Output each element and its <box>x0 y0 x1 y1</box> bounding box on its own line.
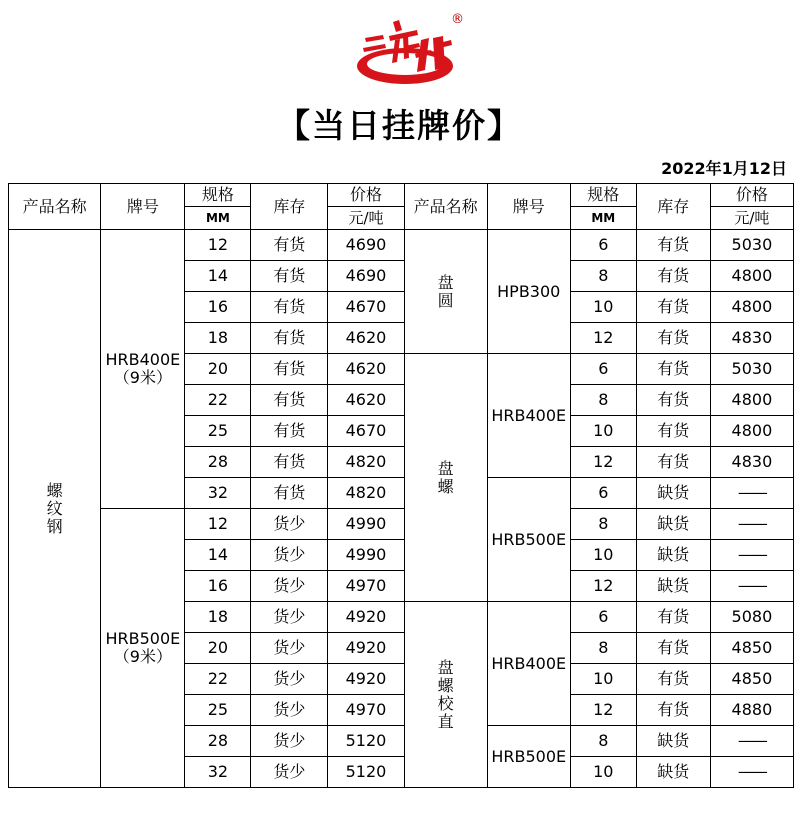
price-cell: 5030 <box>710 354 793 385</box>
price-cell: 4800 <box>710 416 793 447</box>
product-name: 盘 螺 <box>404 354 487 602</box>
price-cell: —— <box>710 757 793 788</box>
spec-cell: 8 <box>570 726 636 757</box>
stock-cell: 有货 <box>251 478 328 509</box>
brand-logo <box>355 10 464 88</box>
stock-cell: 有货 <box>251 416 328 447</box>
header-row <box>9 184 794 207</box>
stock-cell: 有货 <box>251 354 328 385</box>
stock-cell: 有货 <box>636 447 710 478</box>
price-cell: 4800 <box>710 292 793 323</box>
price-cell: 4690 <box>328 261 404 292</box>
price-cell: —— <box>710 478 793 509</box>
price-cell: 4920 <box>328 633 404 664</box>
spec-cell: 14 <box>185 261 251 292</box>
stock-cell: 货少 <box>251 509 328 540</box>
stock-cell: 缺货 <box>636 726 710 757</box>
grade-name: HRB500E （9米） <box>101 509 185 788</box>
stock-cell: 有货 <box>251 323 328 354</box>
spec-cell: 25 <box>185 416 251 447</box>
grade-name: HRB400E <box>487 602 570 726</box>
price-cell: 5030 <box>710 230 793 261</box>
stock-cell: 货少 <box>251 571 328 602</box>
stock-cell: 有货 <box>251 261 328 292</box>
table-row <box>9 230 794 261</box>
header-product: 产品名称 <box>9 184 101 230</box>
price-cell: 4970 <box>328 571 404 602</box>
grade-name: HRB400E <box>487 354 570 478</box>
product-name: 盘 螺 校 直 <box>404 602 487 788</box>
stock-cell: 有货 <box>636 416 710 447</box>
price-cell: 4620 <box>328 323 404 354</box>
spec-cell: 10 <box>570 664 636 695</box>
price-cell: 4690 <box>328 230 404 261</box>
stock-cell: 有货 <box>636 602 710 633</box>
grade-name: HRB500E <box>487 726 570 788</box>
logo-icon <box>355 10 460 88</box>
grade-name: HRB500E <box>487 478 570 602</box>
header-price: 价格 <box>710 184 793 207</box>
stock-cell: 有货 <box>636 385 710 416</box>
spec-cell: 6 <box>570 602 636 633</box>
stock-cell: 货少 <box>251 695 328 726</box>
page-title: 【当日挂牌价】 <box>277 106 522 145</box>
stock-cell: 有货 <box>636 261 710 292</box>
stock-cell: 缺货 <box>636 509 710 540</box>
header-stock: 库存 <box>636 184 710 230</box>
price-cell: 4800 <box>710 385 793 416</box>
price-cell: 4880 <box>710 695 793 726</box>
price-cell: 4670 <box>328 292 404 323</box>
price-date: 2022年1月12日 <box>661 159 787 178</box>
header-product: 产品名称 <box>404 184 487 230</box>
header-spec-unit: MM <box>570 207 636 230</box>
spec-cell: 14 <box>185 540 251 571</box>
spec-cell: 10 <box>570 416 636 447</box>
price-cell: 4830 <box>710 447 793 478</box>
spec-cell: 22 <box>185 664 251 695</box>
spec-cell: 12 <box>570 695 636 726</box>
spec-cell: 6 <box>570 354 636 385</box>
price-cell: 4990 <box>328 540 404 571</box>
product-name: 盘 圆 <box>404 230 487 354</box>
stock-cell: 缺货 <box>636 478 710 509</box>
spec-cell: 20 <box>185 633 251 664</box>
spec-cell: 28 <box>185 726 251 757</box>
price-cell: —— <box>710 571 793 602</box>
header-stock: 库存 <box>251 184 328 230</box>
stock-cell: 有货 <box>636 292 710 323</box>
spec-cell: 12 <box>570 323 636 354</box>
price-cell: 5120 <box>328 726 404 757</box>
stock-cell: 货少 <box>251 633 328 664</box>
registered-mark: ® <box>451 12 464 27</box>
spec-cell: 8 <box>570 385 636 416</box>
price-cell: 4830 <box>710 323 793 354</box>
spec-cell: 8 <box>570 633 636 664</box>
header-spec: 规格 <box>570 184 636 207</box>
price-cell: 4850 <box>710 664 793 695</box>
spec-cell: 12 <box>185 230 251 261</box>
price-table-body <box>9 184 794 788</box>
price-cell: 4800 <box>710 261 793 292</box>
price-cell: 5120 <box>328 757 404 788</box>
spec-cell: 12 <box>570 447 636 478</box>
header-grade: 牌号 <box>101 184 185 230</box>
table-row <box>9 509 794 540</box>
header-price-unit: 元/吨 <box>710 207 793 230</box>
spec-cell: 25 <box>185 695 251 726</box>
spec-cell: 28 <box>185 447 251 478</box>
spec-cell: 12 <box>570 571 636 602</box>
stock-cell: 有货 <box>251 385 328 416</box>
price-cell: —— <box>710 540 793 571</box>
stock-cell: 货少 <box>251 602 328 633</box>
spec-cell: 18 <box>185 323 251 354</box>
price-table <box>8 183 794 788</box>
spec-cell: 20 <box>185 354 251 385</box>
spec-cell: 8 <box>570 261 636 292</box>
stock-cell: 有货 <box>636 323 710 354</box>
price-cell: 4970 <box>328 695 404 726</box>
stock-cell: 缺货 <box>636 571 710 602</box>
header-spec: 规格 <box>185 184 251 207</box>
spec-cell: 10 <box>570 292 636 323</box>
stock-cell: 货少 <box>251 664 328 695</box>
price-cell: 4820 <box>328 478 404 509</box>
stock-cell: 有货 <box>636 230 710 261</box>
spec-cell: 8 <box>570 509 636 540</box>
price-cell: —— <box>710 509 793 540</box>
stock-cell: 缺货 <box>636 540 710 571</box>
product-name: 螺 纹 钢 <box>9 230 101 788</box>
stock-cell: 有货 <box>636 633 710 664</box>
spec-cell: 16 <box>185 571 251 602</box>
stock-cell: 有货 <box>251 447 328 478</box>
price-cell: —— <box>710 726 793 757</box>
stock-cell: 有货 <box>636 695 710 726</box>
spec-cell: 12 <box>185 509 251 540</box>
price-cell: 4850 <box>710 633 793 664</box>
spec-cell: 10 <box>570 540 636 571</box>
header-price: 价格 <box>328 184 404 207</box>
price-cell: 4990 <box>328 509 404 540</box>
stock-cell: 货少 <box>251 540 328 571</box>
price-cell: 4620 <box>328 385 404 416</box>
spec-cell: 22 <box>185 385 251 416</box>
price-cell: 4620 <box>328 354 404 385</box>
spec-cell: 32 <box>185 478 251 509</box>
stock-cell: 有货 <box>251 292 328 323</box>
stock-cell: 有货 <box>636 354 710 385</box>
price-cell: 5080 <box>710 602 793 633</box>
price-cell: 4670 <box>328 416 404 447</box>
grade-name: HRB400E （9米） <box>101 230 185 509</box>
spec-cell: 32 <box>185 757 251 788</box>
header-spec-unit: MM <box>185 207 251 230</box>
header-price-unit: 元/吨 <box>328 207 404 230</box>
grade-name: HPB300 <box>487 230 570 354</box>
spec-cell: 10 <box>570 757 636 788</box>
stock-cell: 缺货 <box>636 757 710 788</box>
spec-cell: 6 <box>570 230 636 261</box>
stock-cell: 货少 <box>251 757 328 788</box>
price-cell: 4920 <box>328 602 404 633</box>
stock-cell: 货少 <box>251 726 328 757</box>
stock-cell: 有货 <box>636 664 710 695</box>
header-grade: 牌号 <box>487 184 570 230</box>
spec-cell: 16 <box>185 292 251 323</box>
spec-cell: 6 <box>570 478 636 509</box>
stock-cell: 有货 <box>251 230 328 261</box>
spec-cell: 18 <box>185 602 251 633</box>
price-cell: 4920 <box>328 664 404 695</box>
price-cell: 4820 <box>328 447 404 478</box>
